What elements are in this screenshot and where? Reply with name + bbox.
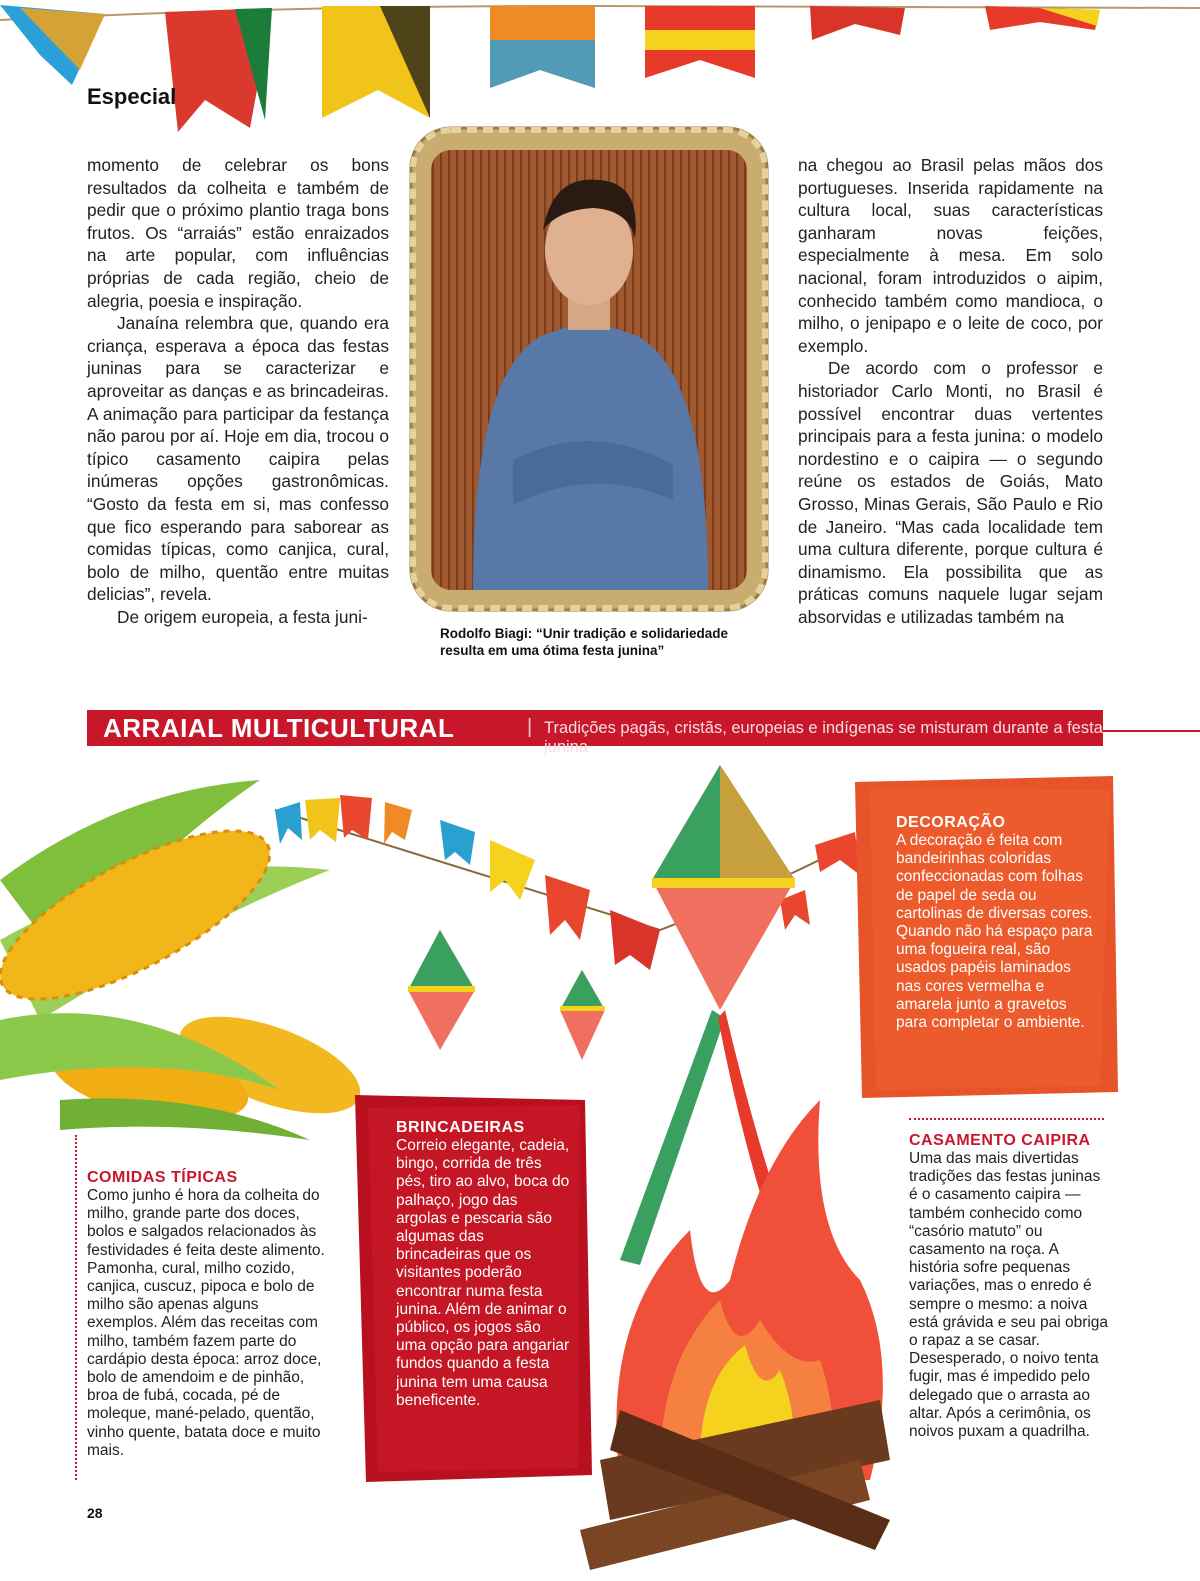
paragraph: Janaína relembra que, quando era criança, esperava a época das festas juninas para se caracterizar e aproveitar as danças e as brincadeiras. A animação para participar da festança não parou por aí. Hoje em dia, trocou o típico casamento caipira pelas inúmeras opções gastronômicas. “Gosto da festa em si, mas confesso que fico esperando para saborear as comidas típicas, como canjica, cural, bolo de milho, quentão entre muitas delicias”, revela. — [87, 313, 389, 605]
box-text: Como junho é hora da colheita do milho, grande parte dos doces, bolos e salgados relacionados às festividades é feita deste alimento. Pamonha, cural, milho cozido, canjica, cuscuz, pipoca e bolo de milho são apenas alguns exemplos. Além das receitas com milho, também fazem parte do cardápio desta época: arroz doce, bolo de amendoim e de pinhão, broa de fubá, cocada, pé de moleque, mané-pelado, quentão, vinho quente, batata doce e muito mais. — [87, 1187, 325, 1459]
banner-rule — [1103, 730, 1200, 732]
photo-caption: Rodolfo Biagi: “Unir tradição e solidariedade resulta em uma ótima festa junina” — [440, 626, 729, 658]
banner-subtitle: Tradições pagãs, cristãs, europeias e indígenas se misturam durante a festa junina — [544, 719, 1103, 756]
article-column-3 — [798, 154, 1103, 628]
paragraph: De origem europeia, a festa juni- — [117, 606, 368, 627]
box-text: A decoração é feita com bandeirinhas coloridas confeccionadas com folhas de papel de seda ou cartolinas de diversas cores. Quando não há espaço para uma fogueira real, são usados papéis laminados nas cores vermelha e amarela junto a gravetos para completar o ambiente. — [896, 832, 1093, 1032]
box-text: Correio elegante, cadeia, bingo, corrida de três pés, tiro ao alvo, boca do palhaço, jogo das argolas e pescaria são algumas das brincadeiras que os visitantes poderão encontrar numa festa junina. Além de animar o público, os jogos são uma opção para angariar fundos quando a festa junina tem uma causa beneficente. — [396, 1137, 570, 1409]
section-label: Especial — [87, 84, 177, 109]
brincadeiras-box — [352, 1095, 592, 1487]
paragraph: De acordo com o professor e historiador Carlo Monti, no Brasil é possível encontrar duas vertentes principais para a festa junina: o modelo nordestino e o caipira — o segundo reúne os estados de Goiás, Mato Grosso, Minas Gerais, São Paulo e Rio de Janeiro. “Mas cada localidade tem uma cultura diferente, porque cultura é dinamismo. Ela possibilita que as práticas comuns naquele lugar sejam absorvidas e utilizadas também na — [798, 358, 1103, 627]
box-text: Uma das mais divertidas tradições das festas juninas é o casamento caipira — também conhecido como “casório matuto” ou casamento na roça. A história sofre pequenas variações, mas o enredo é sempre o mesmo: a noiva está grávida e seu pai obriga o rapaz a se casar. Desesperado, o noivo tenta fugir, mas é impedido pelo delegado que o arrasta ao altar. Após a cerimônia, os noivos puxam a quadrilha. — [909, 1150, 1109, 1441]
article-column-1 — [87, 154, 389, 628]
box-title: CASAMENTO CAIPIRA — [909, 1132, 1091, 1149]
decoracao-box — [858, 778, 1113, 1093]
box-title: COMIDAS TÍPICAS — [87, 1169, 238, 1186]
dotted-rule — [909, 1118, 1104, 1120]
section-banner — [87, 710, 1103, 756]
bunting-decoration — [0, 0, 1200, 140]
box-title: BRINCADEIRAS — [396, 1119, 525, 1136]
dotted-rule — [75, 1135, 77, 1480]
page-number: 28 — [87, 1505, 103, 1521]
portrait-photo — [403, 120, 775, 618]
box-title: DECORAÇÃO — [896, 814, 1006, 831]
banner-title: ARRAIAL MULTICULTURAL — [103, 713, 455, 743]
paragraph: na chegou ao Brasil pelas mãos dos portugueses. Inserida rapidamente na cultura local, suas características ganharam novas feições, especialmente à mesa. Em solo nacional, foram introduzidos o aipim, conhecido também como mandioca, o milho, o jenipapo e o leite de coco, por exemplo. — [798, 155, 1103, 356]
banner-separator: | — [527, 716, 533, 738]
paragraph: momento de celebrar os bons resultados da colheita e também de pedir que o próximo plantio traga bons frutos. Os “arraiás” estão enraizados na arte popular, com influências próprias de cada região, cheio de alegria, poesia e inspiração. — [87, 155, 389, 311]
